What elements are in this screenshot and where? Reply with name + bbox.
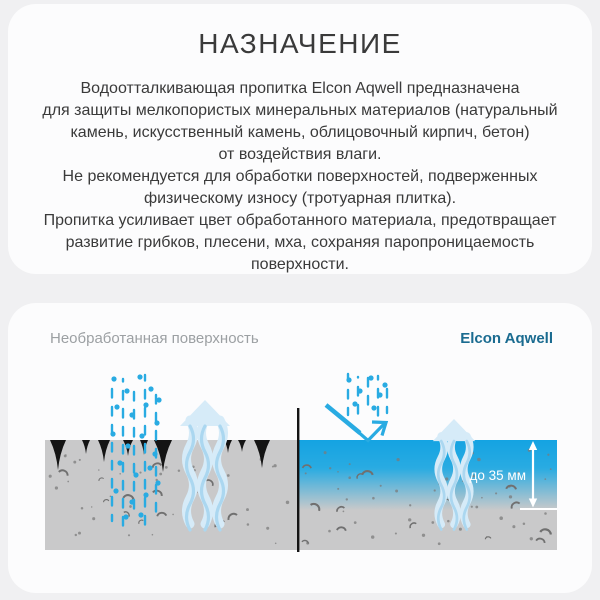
rain-icon-right: [346, 373, 387, 419]
surface-comparison-diagram: [8, 303, 592, 593]
diagram-card: [8, 303, 592, 593]
page-title: НАЗНАЧЕНИЕ: [198, 28, 402, 59]
paragraph-line: физическому износу (тротуарная плитка).: [143, 190, 457, 207]
paragraph-line: поверхности.: [251, 256, 349, 273]
paragraph-line: для защиты мелкопористых минеральных материалов (натуральный: [42, 102, 558, 119]
paragraph-line: от воздействия влаги.: [218, 146, 382, 163]
paragraph-line: развитие грибков, плесени, мха, сохраняя паропроницаемость: [65, 234, 535, 251]
paragraph-line: Не рекомендуется для обработки поверхностей, подверженных: [62, 168, 538, 185]
paragraph-line: камень, искусственный камень, облицовочный кирпич, бетон): [70, 124, 530, 141]
divider-line: [297, 408, 299, 552]
paragraph-line: Водоотталкивающая пропитка Elcon Aqwell предназначена: [80, 80, 520, 97]
purpose-paragraph: [8, 78, 592, 276]
untreated-surface-label: Необработанная поверхность: [50, 330, 259, 347]
depth-annotation: до 35 мм: [469, 468, 526, 483]
paragraph-line: Пропитка усиливает цвет обработанного материала, предотвращает: [43, 212, 557, 229]
brand-label: Elcon Aqwell: [460, 330, 553, 347]
purpose-card: [8, 4, 592, 274]
